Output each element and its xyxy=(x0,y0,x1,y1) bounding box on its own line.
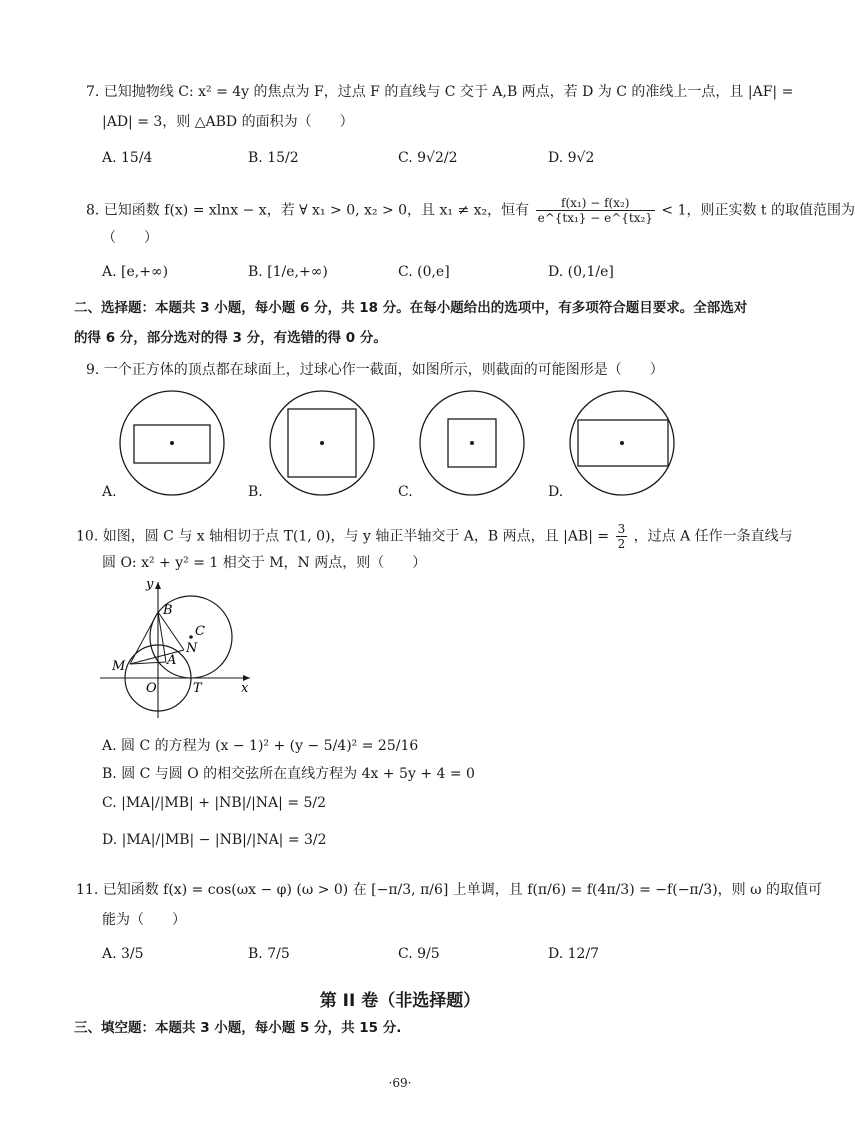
q10-option-b: B. 圆 C 与圆 O 的相交弦所在直线方程为 4x + 5y + 4 = 0 xyxy=(102,766,475,782)
label-n: N xyxy=(186,641,198,656)
q8-option-a: A. [e,+∞) xyxy=(102,264,169,280)
label-x: x xyxy=(241,681,249,696)
q10-line1-b: ，过点 A 任作一条直线与 xyxy=(633,528,793,545)
q8-fraction-den: e^{tx₁} − e^{tx₂} xyxy=(537,211,653,225)
section2-line2: 的得 6 分，部分选对的得 3 分，有选错的得 0 分。 xyxy=(74,330,387,346)
label-m: M xyxy=(112,659,126,674)
q10-option-a: A. 圆 C 的方程为 (x − 1)² + (y − 5/4)² = 25/16 xyxy=(102,738,419,754)
q10-line2: 圆 O: x² + y² = 1 相交于 M，N 两点，则（ ） xyxy=(102,555,427,571)
q11-option-b: B. 7/5 xyxy=(248,946,290,962)
label-o: O xyxy=(146,681,157,696)
q8-option-b: B. [1/e,+∞) xyxy=(248,264,328,280)
q7-line2: |AD| = 3，则 △ABD 的面积为（ ） xyxy=(102,114,354,130)
label-a: A xyxy=(167,653,177,668)
q10-line1-a: 10. 如图，圆 C 与 x 轴相切于点 T(1, 0)，与 y 轴正半轴交于 A，B 两点，且 |AB| = xyxy=(76,528,610,545)
page-number: ·69· xyxy=(388,1076,412,1090)
q7-option-c: C. 9√2/2 xyxy=(398,150,458,166)
q11-option-a: A. 3/5 xyxy=(102,946,144,962)
q8-option-c: C. (0,e] xyxy=(398,264,450,280)
q9-option-a: A. xyxy=(102,484,117,500)
q8-fraction-num: f(x₁) − f(x₂) xyxy=(536,196,655,211)
section3-heading: 三、填空题：本题共 3 小题，每小题 5 分，共 15 分. xyxy=(74,1020,402,1036)
q7-option-b: B. 15/2 xyxy=(248,150,299,166)
q10-figure xyxy=(0,572,800,722)
label-t: T xyxy=(193,681,202,696)
q9-figure-a xyxy=(120,391,224,495)
q11-line1: 11. 已知函数 f(x) = cos(ωx − φ) (ω > 0) 在 [−π/3, π/6] 上单调，且 f(π/6) = f(4π/3) = −f(−π/3)，则 ω 的取值可 xyxy=(76,882,822,898)
q8-line1-b: < 1，则正实数 t 的取值范围为 xyxy=(661,202,855,219)
q10-ab-num: 3 xyxy=(617,522,626,536)
q8-line2: （ ） xyxy=(102,230,158,246)
label-b: B xyxy=(163,603,173,618)
q8-line1 xyxy=(86,196,855,225)
q11-option-d: D. 12/7 xyxy=(548,946,600,962)
q10-ab-fraction xyxy=(616,522,628,551)
label-y: y xyxy=(146,577,154,592)
section2-line1: 二、选择题：本题共 3 小题，每小题 6 分，共 18 分。在每小题给出的选项中，有多项符合题目要求。全部选对 xyxy=(74,300,748,316)
part2-title: 第 II 卷（非选择题） xyxy=(319,991,481,1011)
q10-option-c: C. |MA|/|MB| + |NB|/|NA| = 5/2 xyxy=(102,795,327,811)
q8-fraction xyxy=(536,196,655,225)
q10-line1 xyxy=(76,522,793,551)
q9-option-c: C. xyxy=(398,484,413,500)
q9-option-b: B. xyxy=(248,484,263,500)
label-c: C xyxy=(195,624,205,639)
q8-line1-a: 8. 已知函数 f(x) = xlnx − x，若 ∀ x₁ > 0, x₂ > 0，且 x₁ ≠ x₂，恒有 xyxy=(86,202,530,219)
q9-figure-c xyxy=(420,391,524,495)
q9-figure-d xyxy=(570,391,674,495)
q11-option-c: C. 9/5 xyxy=(398,946,440,962)
q11-line2: 能为（ ） xyxy=(102,912,186,928)
q8-option-d: D. (0,1/e] xyxy=(548,264,614,280)
q7-option-d: D. 9√2 xyxy=(548,150,595,166)
q9-option-d: D. xyxy=(548,484,564,500)
q10-ab-den: 2 xyxy=(617,537,626,551)
q7-option-a: A. 15/4 xyxy=(102,150,153,166)
q9-text: 9. 一个正方体的顶点都在球面上，过球心作一截面，如图所示，则截面的可能图形是（ ） xyxy=(86,362,664,378)
q7-line1: 7. 已知抛物线 C: x² = 4y 的焦点为 F，过点 F 的直线与 C 交于 A,B 两点，若 D 为 C 的准线上一点，且 |AF| = xyxy=(86,84,794,100)
q10-option-d: D. |MA|/|MB| − |NB|/|NA| = 3/2 xyxy=(102,832,327,848)
q9-figure-b xyxy=(270,391,374,495)
